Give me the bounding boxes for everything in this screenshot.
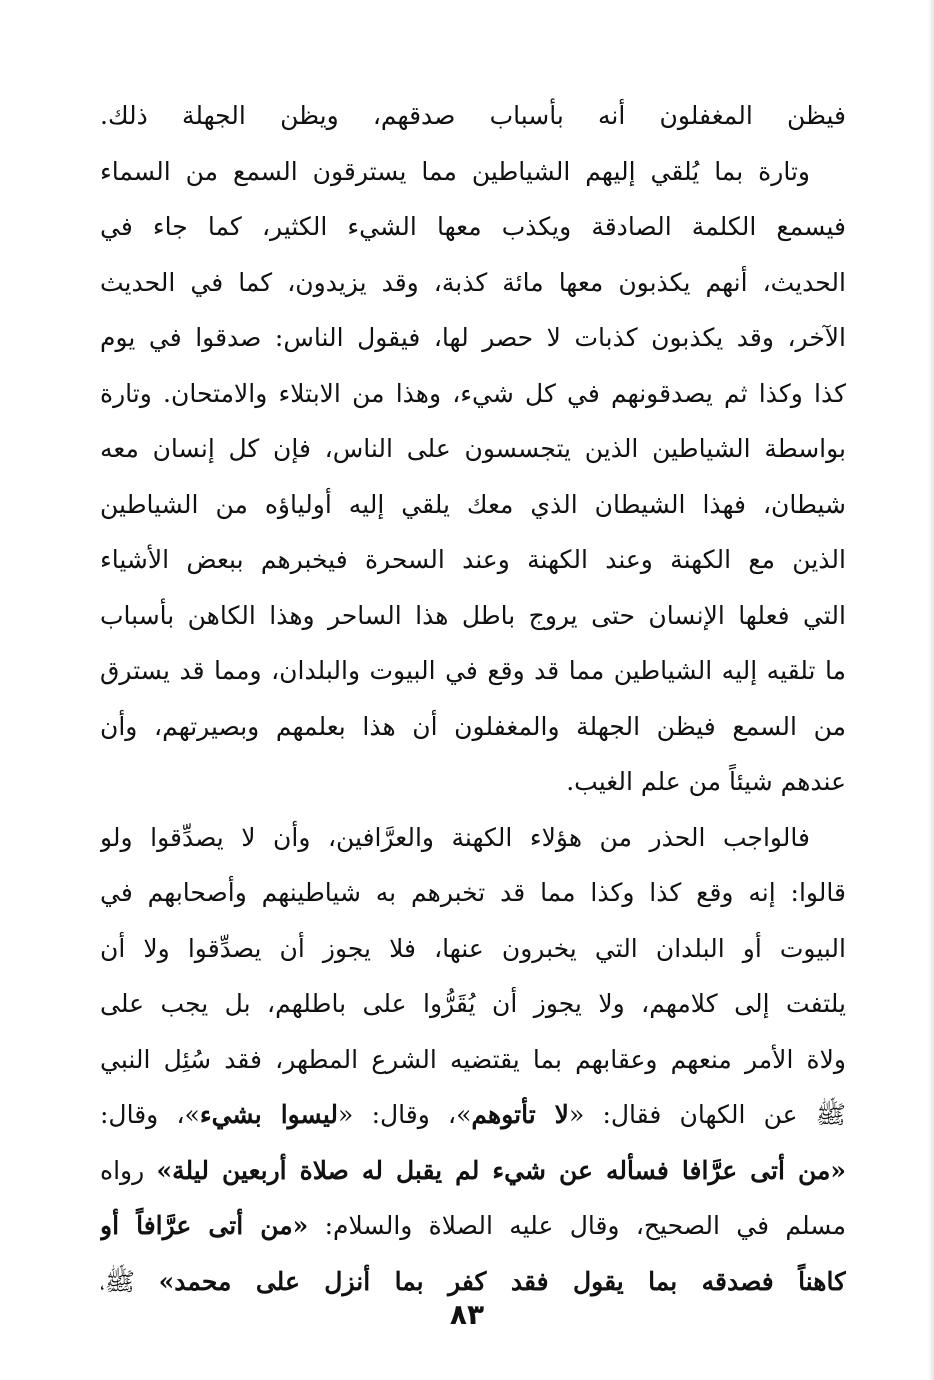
text-line-13: عندهم شيئاً من علم الغيب. <box>566 767 846 796</box>
text-line-14: فالواجب الحذر من هؤلاء الكهنة والعرَّافين، وأن لا يصدِّقوا ولو <box>100 822 810 852</box>
text-line-7: بواسطة الشياطين الذين يتجسسون على الناس، فإن كل إنسان معه <box>100 434 846 463</box>
text-line-8: شيطان، فهذا الشيطان الذي معك يلقي إليه أولياؤه من الشياطين <box>100 489 846 519</box>
text-line-19-part-a: ﷺ عن الكهان فقال: « <box>568 1100 846 1129</box>
hadith-quote-not-anything: ليسوا بشيء <box>199 1100 339 1129</box>
text-line-19-part-c: »، وقال: « <box>338 1100 472 1129</box>
page-body-text <box>100 88 846 1309</box>
hadith-quote-do-not-go: لا تأتوهم <box>471 1100 569 1129</box>
text-line-1: فيظن المغفلون أنه بأسباب صدقهم، ويظن الجهلة ذلك. <box>100 101 846 130</box>
text-line-4: الحديث، أنهم يكذبون معها مائة كذبة، وقد يزيدون، كما في الحديث <box>100 267 846 297</box>
page-edge-shadow <box>928 0 934 1380</box>
hadith-quote-fortune-teller-start: «من أتى عرَّافاً أو <box>100 1211 309 1240</box>
page-number: ٨٣ <box>449 1298 485 1331</box>
text-line-10: التي فعلها الإنسان حتى يروج باطل هذا الساحر وهذا الكاهن بأسباب <box>100 600 846 630</box>
text-line-18: ولاة الأمر منعهم وعقابهم بما يقتضيه الشرع المطهر، فقد سُئِل النبي <box>100 1044 846 1074</box>
text-line-3: فيسمع الكلمة الصادقة ويكذب معها الشيء الكثير، كما جاء في <box>100 212 846 241</box>
text-line-21-part-a: مسلم في الصحيح، وقال عليه الصلاة والسلام: <box>308 1211 846 1240</box>
text-line-12: من السمع فيظن الجهلة والمغفلون أن هذا بعلمهم وبصيرتهم، وأن <box>100 711 846 741</box>
text-line-20-part-b: رواه <box>100 1155 157 1185</box>
text-line-11: ما تلقيه إليه الشياطين مما قد وقع في البيوت والبلدان، ومما قد يسترق <box>100 656 846 685</box>
text-line-22-part-b: ﷺ، <box>100 1266 159 1296</box>
text-line-19 <box>100 1087 846 1143</box>
text-line-15: قالوا: إنه وقع كذا وكذا مما قد تخبرهم به شياطينهم وأصحابهم في <box>100 878 846 907</box>
text-line-19-part-e: »، وقال: <box>100 1100 200 1129</box>
hadith-quote-forty-nights: «من أتى عرَّافا فسأله عن شيء لم يقبل له صلاة أربعين ليلة» <box>156 1155 846 1185</box>
text-line-6: كذا وكذا ثم يصدقونهم في كل شيء، وهذا من الابتلاء والامتحان. وتارة <box>100 378 846 408</box>
text-line-17: يلتفت إلى كلامهم، ولا يجوز أن يُقَرُّوا على باطلهم، بل يجب على <box>100 989 846 1018</box>
text-line-9: الذين مع الكهنة وعند الكهنة وعند السحرة فيخبرهم ببعض الأشياء <box>100 545 846 574</box>
text-line-20 <box>100 1143 846 1199</box>
text-line-16: البيوت أو البلدان التي يخبرون عنها، فلا يجوز أن يصدِّقوا ولا أن <box>100 933 846 963</box>
text-line-2: وتارة بما يُلقي إليهم الشياطين مما يسترقون السمع من السماء <box>100 156 810 186</box>
hadith-quote-fortune-teller-end: كاهناً فصدقه بما يقول فقد كفر بما أنزل على محمد» <box>158 1266 846 1296</box>
text-line-5: الآخر، وقد يكذبون كذبات لا حصر لها، فيقول الناس: صدقوا في يوم <box>100 323 846 352</box>
text-line-21 <box>100 1198 846 1254</box>
